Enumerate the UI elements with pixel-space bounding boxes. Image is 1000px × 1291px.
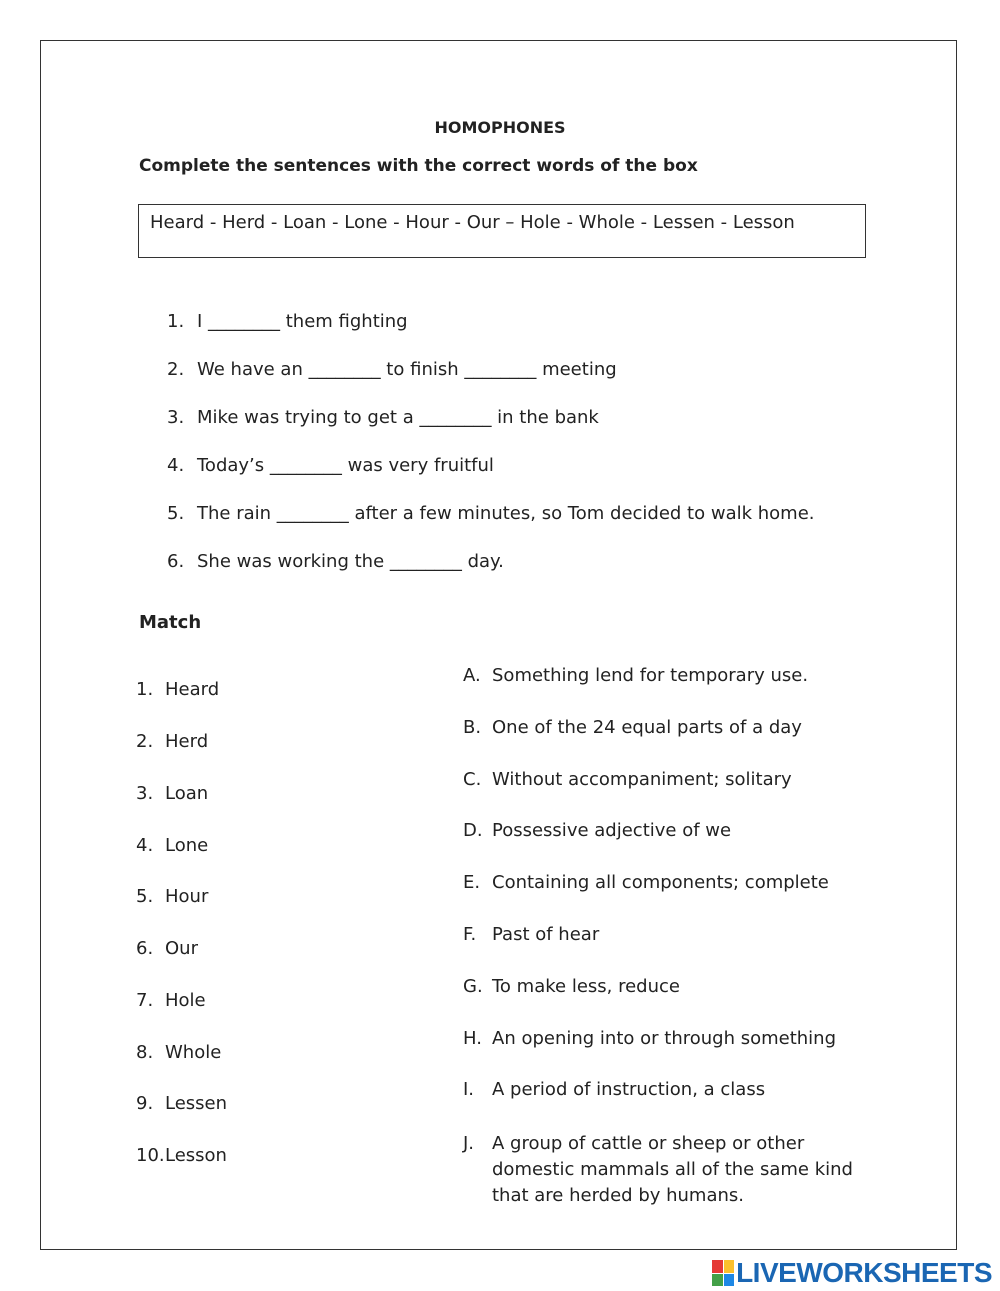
sentence-number: 1. bbox=[167, 311, 185, 332]
match-right-item bbox=[463, 820, 731, 841]
match-left-word: Hour bbox=[165, 886, 209, 907]
match-right-letter: C. bbox=[463, 769, 482, 790]
match-left-number: 5. bbox=[136, 886, 154, 907]
match-right-letter: A. bbox=[463, 665, 481, 686]
sentence-number: 3. bbox=[167, 407, 185, 428]
logo-tile bbox=[724, 1260, 735, 1273]
match-left-word: Herd bbox=[165, 731, 209, 752]
instruction-text: Complete the sentences with the correct words of the box bbox=[139, 156, 698, 176]
match-right-item bbox=[463, 717, 802, 738]
match-right-item bbox=[463, 976, 680, 997]
match-left-word: Lone bbox=[165, 835, 209, 856]
match-left-number: 7. bbox=[136, 990, 154, 1011]
worksheet-title: HOMOPHONES bbox=[434, 118, 566, 137]
match-right-letter: D. bbox=[463, 820, 483, 841]
match-right-text: An opening into or through something bbox=[492, 1028, 837, 1049]
match-right-text: One of the 24 equal parts of a day bbox=[492, 717, 802, 738]
match-right-letter: E. bbox=[463, 872, 481, 893]
match-left-item bbox=[136, 835, 208, 856]
logo-tile bbox=[724, 1274, 735, 1287]
match-left-number: 3. bbox=[136, 783, 154, 804]
match-right-letter: H. bbox=[463, 1028, 482, 1049]
match-right-text: Possessive adjective of we bbox=[492, 820, 732, 841]
sentence-text: She was working the ________ day. bbox=[197, 551, 504, 572]
match-heading: Match bbox=[139, 612, 202, 633]
match-right-letter: J. bbox=[463, 1133, 475, 1154]
match-right-letter: G. bbox=[463, 976, 483, 997]
sentence-3 bbox=[167, 407, 599, 428]
match-left-number: 10. bbox=[136, 1145, 165, 1166]
match-right-item bbox=[463, 665, 808, 686]
match-left-number: 2. bbox=[136, 731, 154, 752]
match-left-word: Heard bbox=[165, 679, 220, 700]
sentence-text: I ________ them fighting bbox=[197, 311, 408, 332]
match-left-number: 9. bbox=[136, 1093, 154, 1114]
match-left-item bbox=[136, 990, 206, 1011]
match-left-item bbox=[136, 1042, 221, 1063]
logo-tile bbox=[712, 1274, 723, 1287]
sentence-number: 4. bbox=[167, 455, 185, 476]
match-right-item bbox=[463, 1079, 765, 1100]
match-left-word: Hole bbox=[165, 990, 206, 1011]
sentence-number: 6. bbox=[167, 551, 185, 572]
match-right-text: Past of hear bbox=[492, 924, 600, 945]
word-box-text: Heard - Herd - Loan - Lone - Hour - Our – Hole - Whole - Lessen - Lesson bbox=[150, 212, 795, 233]
match-right-letter: F. bbox=[463, 924, 477, 945]
match-right-item bbox=[463, 1028, 836, 1049]
match-right-text: A period of instruction, a class bbox=[492, 1079, 766, 1100]
logo-mark-icon bbox=[712, 1260, 734, 1286]
match-left-item bbox=[136, 679, 219, 700]
match-right-text: A group of cattle or sheep or other domestic mammals all of the same kind that are herded by humans. bbox=[492, 1133, 853, 1206]
sentence-4 bbox=[167, 455, 494, 476]
match-right-item bbox=[463, 872, 829, 893]
match-left-item bbox=[136, 783, 208, 804]
match-left-word: Lesson bbox=[165, 1145, 227, 1166]
match-left-number: 8. bbox=[136, 1042, 154, 1063]
match-left-item bbox=[136, 731, 208, 752]
match-right-text: Containing all components; complete bbox=[492, 872, 829, 893]
match-left-word: Lessen bbox=[165, 1093, 228, 1114]
match-right-item bbox=[463, 924, 599, 945]
match-right-letter: B. bbox=[463, 717, 482, 738]
match-right-text: To make less, reduce bbox=[492, 976, 680, 997]
match-left-word: Our bbox=[165, 938, 198, 959]
sentence-text: Today’s ________ was very fruitful bbox=[197, 455, 494, 476]
match-left-number: 4. bbox=[136, 835, 154, 856]
match-left-item bbox=[136, 1093, 227, 1114]
match-right-text: Without accompaniment; solitary bbox=[492, 769, 792, 790]
liveworksheets-logo bbox=[712, 1257, 992, 1289]
logo-text: LIVEWORKSHEETS bbox=[736, 1257, 992, 1288]
match-left-word: Loan bbox=[165, 783, 209, 804]
sentence-5 bbox=[167, 503, 815, 524]
match-left-word: Whole bbox=[165, 1042, 222, 1063]
sentence-2 bbox=[167, 359, 617, 380]
match-left-number: 6. bbox=[136, 938, 154, 959]
logo-tile bbox=[712, 1260, 723, 1273]
sentence-text: Mike was trying to get a ________ in the bank bbox=[197, 407, 599, 428]
sentence-text: The rain ________ after a few minutes, so Tom decided to walk home. bbox=[197, 503, 815, 524]
sentence-number: 2. bbox=[167, 359, 185, 380]
sentence-number: 5. bbox=[167, 503, 185, 524]
match-left-item bbox=[136, 886, 208, 907]
sentence-6 bbox=[167, 551, 504, 572]
match-right-letter: I. bbox=[463, 1079, 475, 1100]
match-left-number: 1. bbox=[136, 679, 154, 700]
match-left-item bbox=[136, 1145, 227, 1166]
sentence-1 bbox=[167, 311, 408, 332]
match-left-item bbox=[136, 938, 198, 959]
sentence-text: We have an ________ to finish ________ meeting bbox=[197, 359, 617, 380]
match-right-text: Something lend for temporary use. bbox=[492, 665, 809, 686]
match-right-item bbox=[463, 769, 792, 790]
